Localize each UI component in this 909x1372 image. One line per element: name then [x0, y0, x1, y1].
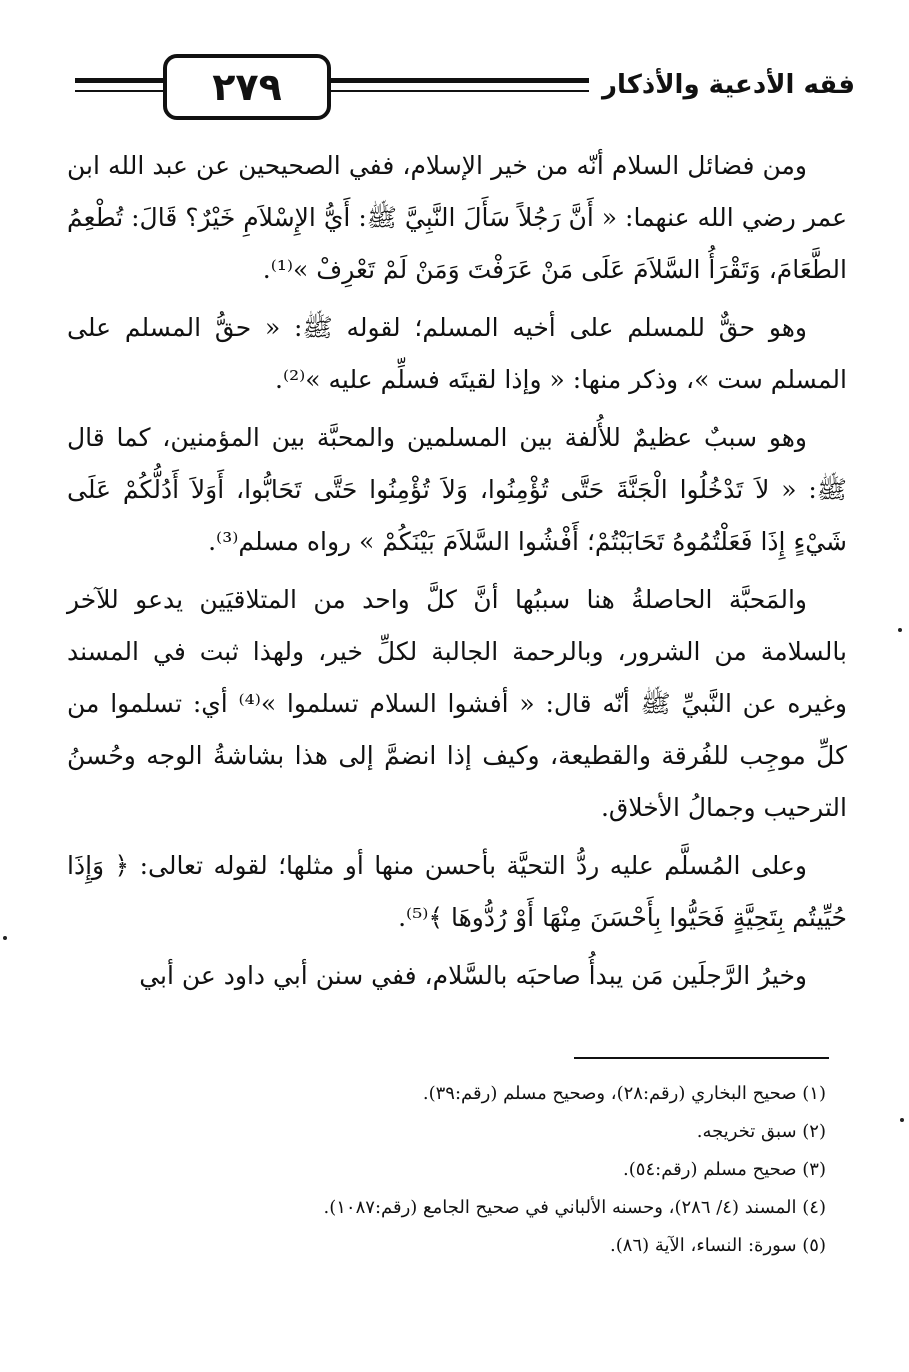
paragraph-3: وهو سببٌ عظيمٌ للأُلفة بين المسلمين والمحبَّة بين المؤمنين، كما قال ﷺ: « لاَ تَدْخُلُوا الْجَنَّةَ حَتَّى تُؤْمِنُوا، وَلاَ تُؤْمِنُوا حَتَّى تَحَابُّوا، أَوَلاَ أَدُلُّكُمْ عَلَى شَيْءٍ إِذَا فَعَلْتُمُوهُ تَحَابَبْتُمْ؛ أَفْشُوا السَّلاَمَ بَيْنَكُمْ » رواه مسلم⁽³⁾.	[67, 423, 847, 556]
scan-speck	[900, 1118, 904, 1122]
main-text	[67, 140, 847, 1002]
scan-speck	[898, 628, 902, 632]
footnote-3: (٣) صحيح مسلم (رقم:٥٤).	[623, 1159, 826, 1180]
footnote-4: (٤) المسند (٤/ ٢٨٦)، وحسنه الألباني في صحيح الجامع (رقم:١٠٨٧).	[323, 1197, 826, 1218]
footnote-5: (٥) سورة: النساء، الآية (٨٦).	[610, 1235, 826, 1256]
page-number: ٢٧٩	[163, 54, 331, 120]
paragraph-1: ومن فضائل السلام أنّه من خير الإسلام، ففي الصحيحين عن عبد الله ابن عمر رضي الله عنهما: « أَنَّ رَجُلاً سَأَلَ النَّبِيَّ ﷺ: أَيُّ الإِسْلاَمِ خَيْرٌ؟ قَالَ: تُطْعِمُ الطَّعَامَ، وَتَقْرَأُ السَّلاَمَ عَلَى مَنْ عَرَفْتَ وَمَنْ لَمْ تَعْرِفْ »⁽¹⁾.	[67, 151, 847, 284]
book-title: فقه الأدعية والأذكار	[602, 70, 855, 100]
paragraph-5: وعلى المُسلَّم عليه ردُّ التحيَّة بأحسن منها أو مثلها؛ لقوله تعالى: ﴿ وَإِذَا حُيِّيتُم بِتَحِيَّةٍ فَحَيُّوا بِأَحْسَنَ مِنْهَا أَوْ رُدُّوهَا ﴾⁽⁵⁾.	[67, 851, 847, 932]
paragraph-4: والمَحبَّة الحاصلةُ هنا سببُها أنَّ كلَّ واحد من المتلاقيَين يدعو للآخر بالسلامة من الشرور، وبالرحمة الجالبة لكلِّ خير، ولهذا ثبت في المسند وغيره عن النَّبيِّ ﷺ أنّه قال: « أفشوا السلام تسلموا »⁽⁴⁾ أي: تسلموا من كلِّ موجِب للفُرقة والقطيعة، وكيف إذا انضمَّ إلى هذا بشاشةُ الوجه وحُسنُ الترحيب وجمالُ الأخلاق.	[67, 585, 847, 822]
footnotes	[66, 1075, 826, 1265]
paragraph-6: وخيرُ الرَّجلَين مَن يبدأُ صاحبَه بالسَّلام، ففي سنن أبي داود عن أبي	[139, 961, 807, 990]
footnote-2: (٢) سبق تخريجه.	[696, 1121, 826, 1142]
footnote-separator	[574, 1057, 829, 1059]
page-header	[75, 40, 855, 140]
footnote-1: (١) صحيح البخاري (رقم:٢٨)، وصحيح مسلم (رقم:٣٩).	[422, 1083, 826, 1104]
header-rule-left	[75, 78, 171, 83]
header-rule-left-thin	[75, 90, 171, 92]
header-rule-right-thin	[319, 90, 589, 92]
paragraph-2: وهو حقٌّ للمسلم على أخيه المسلم؛ لقوله ﷺ: « حقُّ المسلم على المسلم ست »، وذكر منها: « وإذا لقيتَه فسلِّم عليه »⁽²⁾.	[67, 313, 847, 394]
scan-speck	[3, 936, 7, 940]
header-rule-right	[319, 78, 589, 83]
